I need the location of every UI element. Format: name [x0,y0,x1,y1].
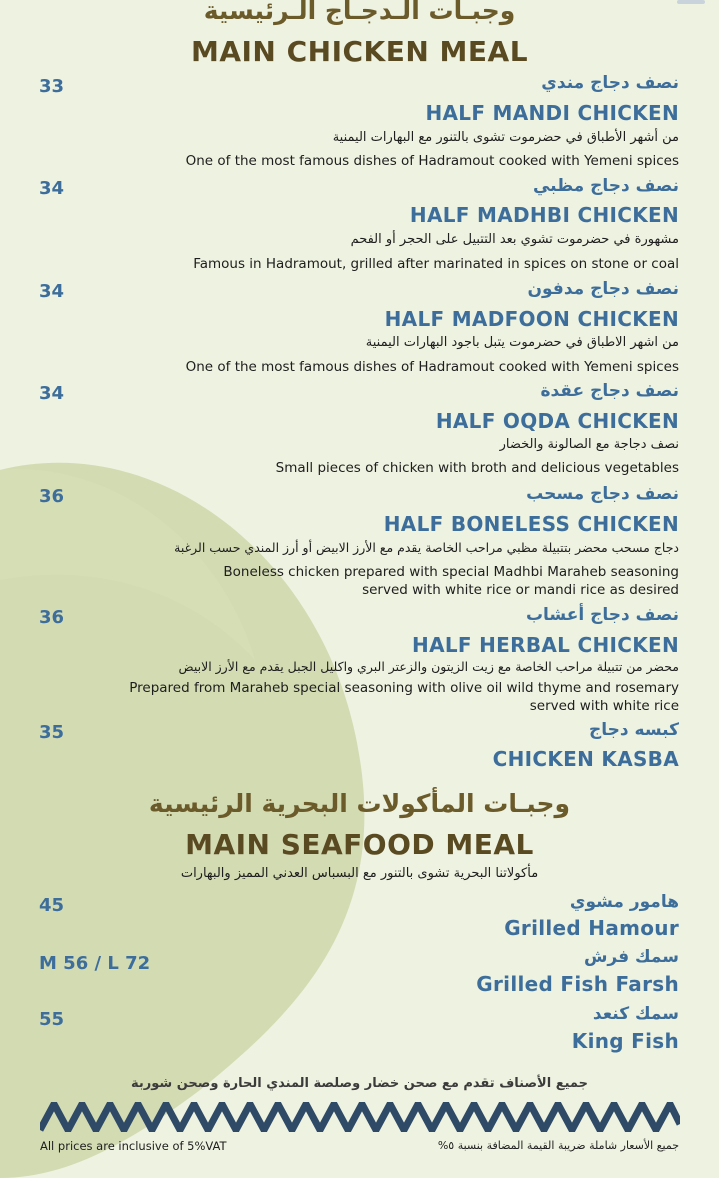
item-name-ar: سمك فرش [583,947,679,967]
item-desc-en: served with white rice or mandi rice as desired [362,582,679,598]
vat-note-ar: جميع الأسعار شاملة ضريبة القيمة المضافة بنسبة ٥% [437,1139,679,1152]
item-desc-ar: دجاج مسحب محضر بتتبيلة مظبي مراحب الخاصة يقدم مع الأرز الابيض أو أرز المندي حسب الرغبة [174,540,679,555]
chicken-section-title-ar: وجبـات الـدجـاج الـرئيسية [203,0,516,25]
item-desc-en: Prepared from Maraheb special seasoning with olive oil wild thyme and rosemary [129,680,679,696]
item-name-en: HALF MADFOON CHICKEN [384,307,679,331]
item-price: 33 [39,76,65,97]
item-name-ar: نصف دجاج أعشاب [525,605,679,625]
item-price: 36 [39,486,65,507]
item-name-ar: نصف دجاج مدفون [527,279,679,299]
item-name-ar: نصف دجاج مظبي [532,176,679,196]
item-name-ar: نصف دجاج عقدة [540,381,679,401]
item-desc-en: Famous in Hadramout, grilled after marinated in spices on stone or coal [193,256,679,272]
item-price: 35 [39,722,65,743]
item-price: 34 [39,281,65,302]
item-name-ar: سمك كنعد [592,1004,679,1024]
item-name-ar: هامور مشوي [569,892,679,912]
seafood-section-title-ar: وجبـات المأكولات البحرية الرئيسية [148,789,571,818]
item-price: 34 [39,383,65,404]
item-name-ar: كبسه دجاج [589,720,679,740]
chicken-section-title-en: MAIN CHICKEN MEAL [190,35,529,68]
item-desc-en: Boneless chicken prepared with special Madhbi Maraheb seasoning [223,564,679,580]
item-name-en: King Fish [571,1029,679,1053]
item-desc-en: Small pieces of chicken with broth and delicious vegetables [275,460,679,476]
seafood-section-title-en: MAIN SEAFOOD MEAL [185,828,534,861]
item-desc-ar: مشهورة في حضرموت تشوي بعد التتبيل على الحجر أو الفحم [350,232,679,247]
item-price: 36 [39,607,65,628]
item-desc-ar: محضر من تتبيلة مراحب الخاصة مع زيت الزيتون والزعتر البري واكليل الجبل يقدم مع الأرز الابيض [178,659,679,674]
footer-sides-note: جميع الأصناف تقدم مع صحن خضار وصلصة المندي الحارة وصحن شوربة [131,1076,588,1091]
item-desc-ar: نصف دجاجة مع الصالونة والخضار [499,437,679,452]
item-name-en: Grilled Hamour [504,916,679,940]
item-price: 45 [39,895,65,916]
seafood-section-note: مأكولاتنا البحرية تشوى بالتنور مع البسباس العدني المميز والبهارات [180,866,539,881]
item-price: 34 [39,178,65,199]
item-desc-en: One of the most famous dishes of Hadramout cooked with Yemeni spices [185,153,679,169]
decorative-chevron-pattern [40,1102,680,1132]
item-name-en: HALF HERBAL CHICKEN [412,633,679,657]
item-name-en: HALF BONELESS CHICKEN [383,512,679,536]
item-desc-ar: من أشهر الأطباق في حضرموت تشوى بالتنور مع البهارات اليمنية [332,130,679,145]
item-desc-en: One of the most famous dishes of Hadramout cooked with Yemeni spices [185,359,679,375]
item-desc-ar: من اشهر الاطباق في حضرموت يتبل باجود البهارات اليمنية [365,335,679,350]
item-name-en: HALF OQDA CHICKEN [435,409,679,433]
item-name-en: HALF MANDI CHICKEN [425,101,679,125]
item-name-ar: نصف دجاج مسحب [526,484,679,504]
item-name-en: HALF MADHBI CHICKEN [409,203,679,227]
item-desc-en: served with white rice [529,698,679,714]
item-name-en: CHICKEN KASBA [492,747,679,771]
vat-note-en: All prices are inclusive of 5%VAT [40,1139,227,1153]
item-name-ar: نصف دجاج مندي [541,73,679,93]
item-price: M 56 / L 72 [39,953,151,974]
item-price: 55 [39,1009,65,1030]
item-name-en: Grilled Fish Farsh [476,972,679,996]
